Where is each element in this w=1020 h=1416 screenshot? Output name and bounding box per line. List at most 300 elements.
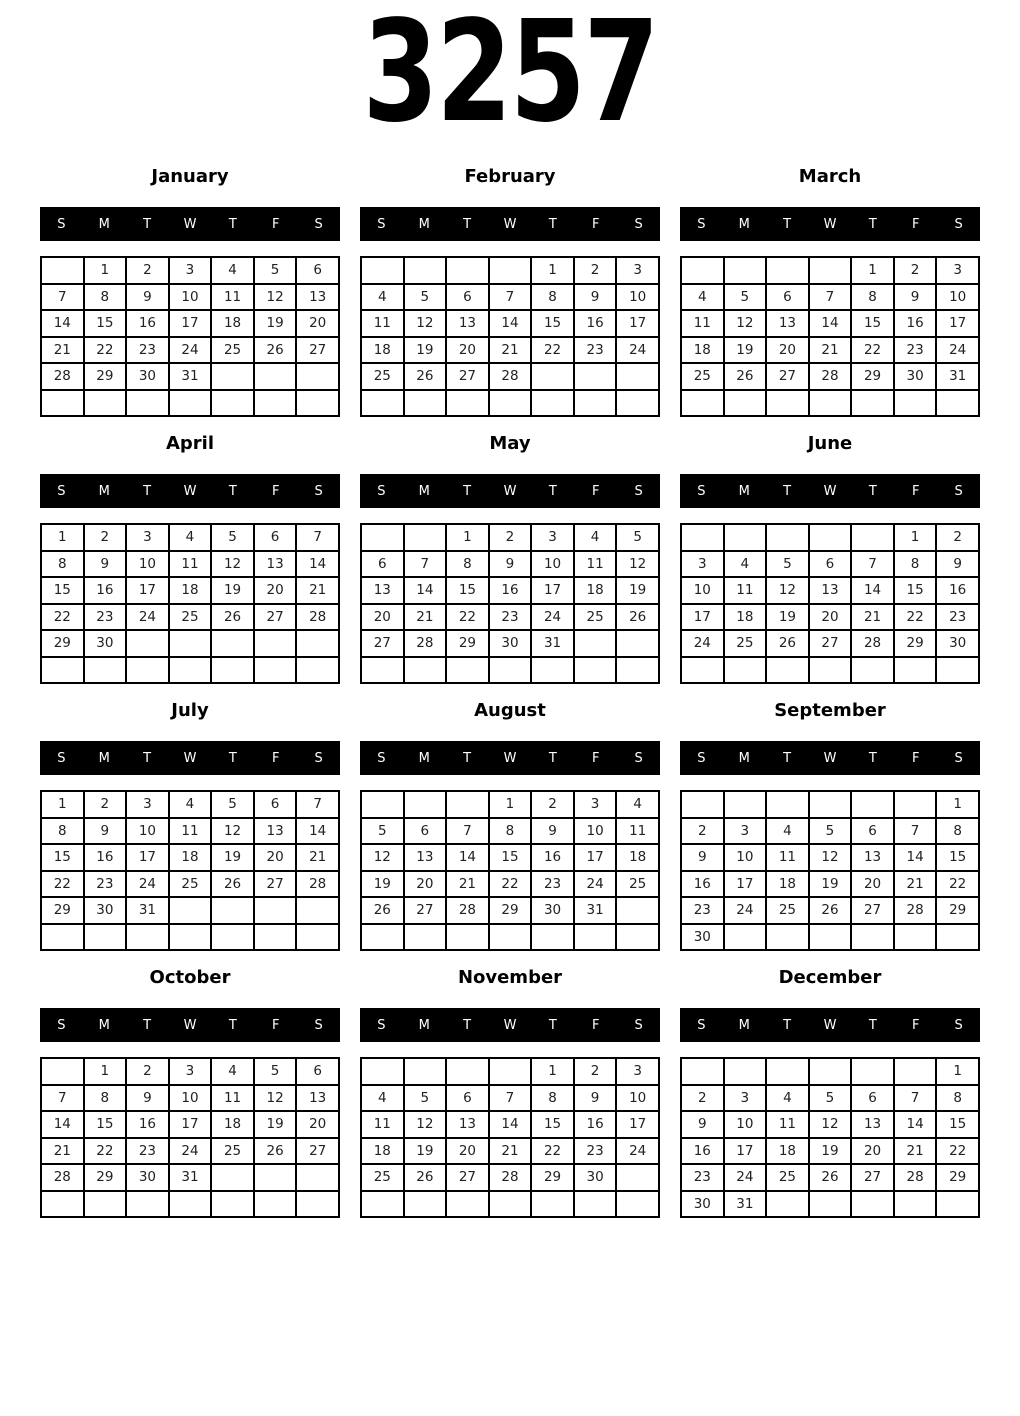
week-row — [41, 924, 339, 951]
day-cell: 20 — [254, 844, 297, 871]
month-october — [40, 965, 340, 1218]
day-cell: 21 — [894, 871, 937, 898]
weekday-label: S — [954, 750, 963, 766]
weekday-header — [40, 207, 340, 241]
month-title: October — [149, 967, 231, 988]
weekday-label: M — [98, 483, 110, 499]
month-july — [40, 698, 340, 951]
weekday-label: T — [463, 750, 472, 766]
day-cell-empty — [616, 363, 659, 390]
month-grid — [360, 523, 660, 684]
weekday-label: S — [954, 1017, 963, 1033]
day-cell: 9 — [894, 284, 937, 311]
day-cell: 29 — [41, 630, 84, 657]
day-cell-empty — [169, 657, 212, 684]
day-cell-empty — [404, 791, 447, 818]
day-cell-empty — [894, 657, 937, 684]
weekday-label: W — [503, 216, 517, 232]
day-cell: 9 — [936, 551, 979, 578]
day-cell-empty — [169, 630, 212, 657]
day-cell: 17 — [126, 577, 169, 604]
week-row — [681, 363, 979, 390]
day-cell: 11 — [724, 577, 767, 604]
day-cell: 23 — [681, 1164, 724, 1191]
day-cell-empty — [254, 657, 297, 684]
day-cell: 19 — [404, 1138, 447, 1165]
weekday-header — [40, 1008, 340, 1042]
weekday-label: T — [868, 1017, 877, 1033]
day-cell-empty — [894, 924, 937, 951]
weekday-label: S — [57, 750, 66, 766]
day-cell: 22 — [936, 871, 979, 898]
day-cell-empty — [809, 257, 852, 284]
day-cell: 20 — [851, 1138, 894, 1165]
month-title: July — [171, 700, 209, 721]
day-cell: 2 — [489, 524, 532, 551]
week-row — [681, 630, 979, 657]
weekday-label: W — [823, 483, 837, 499]
day-cell: 30 — [531, 897, 574, 924]
day-cell: 3 — [936, 257, 979, 284]
month-title: November — [457, 967, 563, 988]
day-cell: 25 — [766, 897, 809, 924]
day-cell: 21 — [296, 577, 339, 604]
day-cell: 12 — [724, 310, 767, 337]
weekday-label: S — [634, 750, 643, 766]
day-cell: 28 — [41, 1164, 84, 1191]
week-row — [361, 844, 659, 871]
day-cell: 2 — [531, 791, 574, 818]
day-cell: 10 — [616, 1085, 659, 1112]
weekday-label: F — [591, 750, 600, 766]
day-cell: 30 — [489, 630, 532, 657]
weekday-header — [680, 474, 980, 508]
weekday-label: S — [314, 483, 323, 499]
day-cell: 26 — [404, 363, 447, 390]
week-row — [681, 524, 979, 551]
day-cell: 26 — [211, 604, 254, 631]
day-cell: 15 — [41, 577, 84, 604]
day-cell: 7 — [296, 524, 339, 551]
week-row — [41, 363, 339, 390]
day-cell-empty — [211, 1164, 254, 1191]
day-cell: 24 — [126, 604, 169, 631]
day-cell: 8 — [84, 1085, 127, 1112]
day-cell: 27 — [404, 897, 447, 924]
day-cell: 20 — [254, 577, 297, 604]
day-cell: 5 — [211, 791, 254, 818]
day-cell: 16 — [126, 310, 169, 337]
day-cell-empty — [809, 524, 852, 551]
day-cell-empty — [296, 363, 339, 390]
day-cell-empty — [766, 657, 809, 684]
day-cell-empty — [851, 1191, 894, 1218]
week-row — [681, 897, 979, 924]
day-cell: 6 — [254, 524, 297, 551]
week-row — [361, 897, 659, 924]
day-cell-empty — [851, 657, 894, 684]
day-cell: 4 — [766, 818, 809, 845]
week-row — [361, 791, 659, 818]
day-cell: 1 — [894, 524, 937, 551]
week-row — [41, 1191, 339, 1218]
week-row — [681, 310, 979, 337]
weekday-label: T — [463, 483, 472, 499]
week-row — [41, 1058, 339, 1085]
day-cell-empty — [851, 791, 894, 818]
day-cell-empty — [681, 390, 724, 417]
day-cell-empty — [681, 257, 724, 284]
year-title-wrap — [0, 0, 1020, 154]
day-cell-empty — [126, 924, 169, 951]
day-cell: 26 — [404, 1164, 447, 1191]
day-cell-empty — [169, 924, 212, 951]
day-cell: 15 — [851, 310, 894, 337]
day-cell-empty — [254, 390, 297, 417]
day-cell: 6 — [766, 284, 809, 311]
week-row — [41, 310, 339, 337]
day-cell-empty — [766, 1058, 809, 1085]
day-cell: 29 — [851, 363, 894, 390]
weekday-label: T — [463, 1017, 472, 1033]
day-cell-empty — [766, 1191, 809, 1218]
day-cell: 2 — [936, 524, 979, 551]
day-cell: 19 — [361, 871, 404, 898]
day-cell: 9 — [126, 284, 169, 311]
week-row — [361, 1191, 659, 1218]
day-cell: 21 — [894, 1138, 937, 1165]
day-cell: 9 — [574, 1085, 617, 1112]
day-cell: 15 — [446, 577, 489, 604]
weekday-label: M — [418, 750, 430, 766]
month-title: January — [151, 166, 229, 187]
day-cell-empty — [894, 1058, 937, 1085]
day-cell-empty — [169, 897, 212, 924]
day-cell-empty — [361, 257, 404, 284]
week-row — [361, 524, 659, 551]
weekday-label: M — [418, 1017, 430, 1033]
day-cell-empty — [616, 630, 659, 657]
day-cell: 17 — [724, 871, 767, 898]
months-grid — [40, 164, 980, 1218]
day-cell: 22 — [84, 337, 127, 364]
week-row — [41, 1164, 339, 1191]
day-cell: 2 — [681, 1085, 724, 1112]
day-cell: 1 — [489, 791, 532, 818]
day-cell-empty — [211, 1191, 254, 1218]
day-cell-empty — [361, 1058, 404, 1085]
weekday-label: T — [783, 216, 792, 232]
day-cell: 12 — [766, 577, 809, 604]
day-cell: 25 — [211, 337, 254, 364]
day-cell-empty — [936, 657, 979, 684]
weekday-label: T — [143, 483, 152, 499]
day-cell: 25 — [574, 604, 617, 631]
day-cell: 16 — [489, 577, 532, 604]
day-cell: 21 — [851, 604, 894, 631]
day-cell: 28 — [446, 897, 489, 924]
day-cell: 15 — [84, 310, 127, 337]
day-cell-empty — [211, 363, 254, 390]
day-cell-empty — [851, 390, 894, 417]
week-row — [681, 924, 979, 951]
week-row — [681, 1191, 979, 1218]
day-cell: 1 — [41, 791, 84, 818]
day-cell: 4 — [574, 524, 617, 551]
day-cell: 18 — [361, 1138, 404, 1165]
day-cell: 14 — [894, 1111, 937, 1138]
day-cell-empty — [531, 390, 574, 417]
week-row — [41, 284, 339, 311]
weekday-label: F — [911, 750, 920, 766]
weekday-label: F — [271, 483, 280, 499]
day-cell-empty — [616, 390, 659, 417]
week-row — [361, 310, 659, 337]
week-row — [361, 257, 659, 284]
day-cell-empty — [41, 390, 84, 417]
day-cell-empty — [84, 924, 127, 951]
day-cell: 23 — [531, 871, 574, 898]
day-cell: 13 — [296, 284, 339, 311]
week-row — [681, 1164, 979, 1191]
day-cell: 27 — [296, 1138, 339, 1165]
day-cell-empty — [41, 1058, 84, 1085]
day-cell-empty — [531, 657, 574, 684]
week-row — [41, 844, 339, 871]
day-cell: 13 — [254, 551, 297, 578]
weekday-label: T — [548, 1017, 557, 1033]
weekday-label: M — [738, 483, 750, 499]
day-cell: 11 — [766, 1111, 809, 1138]
day-cell-empty — [169, 390, 212, 417]
day-cell: 7 — [404, 551, 447, 578]
day-cell-empty — [489, 390, 532, 417]
day-cell-empty — [724, 390, 767, 417]
day-cell: 9 — [84, 551, 127, 578]
day-cell-empty — [766, 791, 809, 818]
day-cell-empty — [574, 924, 617, 951]
day-cell-empty — [446, 791, 489, 818]
day-cell: 13 — [851, 844, 894, 871]
day-cell: 28 — [489, 1164, 532, 1191]
day-cell-empty — [361, 524, 404, 551]
day-cell: 12 — [404, 1111, 447, 1138]
weekday-label: T — [143, 750, 152, 766]
day-cell: 4 — [681, 284, 724, 311]
day-cell: 8 — [41, 818, 84, 845]
day-cell: 29 — [531, 1164, 574, 1191]
weekday-label: S — [697, 483, 706, 499]
day-cell: 26 — [616, 604, 659, 631]
weekday-header — [360, 474, 660, 508]
day-cell: 4 — [211, 257, 254, 284]
week-row — [361, 818, 659, 845]
day-cell: 9 — [681, 844, 724, 871]
weekday-label: F — [271, 1017, 280, 1033]
day-cell: 6 — [254, 791, 297, 818]
day-cell: 10 — [126, 551, 169, 578]
day-cell-empty — [169, 1191, 212, 1218]
weekday-label: S — [697, 216, 706, 232]
day-cell-empty — [489, 257, 532, 284]
day-cell: 11 — [361, 1111, 404, 1138]
day-cell: 18 — [681, 337, 724, 364]
day-cell: 31 — [531, 630, 574, 657]
day-cell: 29 — [84, 363, 127, 390]
month-grid — [40, 256, 340, 417]
month-title: April — [165, 433, 215, 454]
day-cell-empty — [894, 791, 937, 818]
day-cell-empty — [809, 924, 852, 951]
day-cell: 28 — [894, 897, 937, 924]
day-cell: 23 — [126, 337, 169, 364]
day-cell: 22 — [531, 1138, 574, 1165]
month-february — [360, 164, 660, 417]
day-cell: 22 — [851, 337, 894, 364]
day-cell: 17 — [126, 844, 169, 871]
day-cell: 24 — [531, 604, 574, 631]
day-cell: 7 — [894, 1085, 937, 1112]
week-row — [41, 604, 339, 631]
month-grid — [680, 790, 980, 951]
month-january — [40, 164, 340, 417]
day-cell: 30 — [681, 924, 724, 951]
day-cell-empty — [574, 1191, 617, 1218]
day-cell: 12 — [809, 844, 852, 871]
day-cell: 7 — [446, 818, 489, 845]
day-cell: 30 — [126, 363, 169, 390]
weekday-header — [40, 741, 340, 775]
month-may — [360, 431, 660, 684]
day-cell: 5 — [254, 1058, 297, 1085]
day-cell: 30 — [894, 363, 937, 390]
day-cell: 9 — [531, 818, 574, 845]
day-cell: 10 — [169, 1085, 212, 1112]
day-cell-empty — [616, 897, 659, 924]
weekday-label: S — [634, 216, 643, 232]
month-title: December — [778, 967, 882, 988]
month-title: May — [489, 433, 531, 454]
day-cell: 3 — [681, 551, 724, 578]
day-cell: 13 — [446, 1111, 489, 1138]
day-cell-empty — [296, 897, 339, 924]
day-cell-empty — [724, 657, 767, 684]
day-cell: 1 — [84, 257, 127, 284]
day-cell: 4 — [211, 1058, 254, 1085]
day-cell: 10 — [681, 577, 724, 604]
day-cell: 1 — [851, 257, 894, 284]
day-cell: 3 — [169, 1058, 212, 1085]
weekday-header — [680, 741, 980, 775]
day-cell: 5 — [809, 818, 852, 845]
weekday-label: W — [503, 483, 517, 499]
day-cell: 11 — [574, 551, 617, 578]
day-cell: 23 — [126, 1138, 169, 1165]
week-row — [681, 390, 979, 417]
day-cell: 3 — [724, 1085, 767, 1112]
day-cell: 25 — [766, 1164, 809, 1191]
day-cell: 3 — [169, 257, 212, 284]
day-cell: 30 — [84, 897, 127, 924]
weekday-label: F — [911, 483, 920, 499]
day-cell: 14 — [894, 844, 937, 871]
day-cell-empty — [404, 1191, 447, 1218]
day-cell: 18 — [211, 1111, 254, 1138]
day-cell-empty — [296, 390, 339, 417]
day-cell: 23 — [84, 871, 127, 898]
weekday-label: S — [314, 1017, 323, 1033]
day-cell-empty — [766, 257, 809, 284]
day-cell: 2 — [574, 1058, 617, 1085]
day-cell: 11 — [211, 284, 254, 311]
weekday-label: T — [783, 750, 792, 766]
day-cell-empty — [254, 1164, 297, 1191]
day-cell-empty — [296, 630, 339, 657]
weekday-label: S — [314, 216, 323, 232]
day-cell: 27 — [809, 630, 852, 657]
week-row — [681, 257, 979, 284]
day-cell: 18 — [724, 604, 767, 631]
month-september — [680, 698, 980, 951]
day-cell: 17 — [936, 310, 979, 337]
day-cell: 20 — [296, 310, 339, 337]
day-cell: 10 — [724, 844, 767, 871]
day-cell-empty — [361, 791, 404, 818]
month-grid — [40, 523, 340, 684]
day-cell: 17 — [724, 1138, 767, 1165]
day-cell: 24 — [169, 337, 212, 364]
day-cell: 22 — [489, 871, 532, 898]
day-cell-empty — [531, 924, 574, 951]
weekday-label: S — [57, 483, 66, 499]
day-cell: 11 — [681, 310, 724, 337]
day-cell: 21 — [41, 1138, 84, 1165]
week-row — [681, 1058, 979, 1085]
day-cell: 6 — [809, 551, 852, 578]
day-cell: 19 — [211, 577, 254, 604]
weekday-label: S — [634, 1017, 643, 1033]
day-cell: 25 — [681, 363, 724, 390]
day-cell: 7 — [489, 284, 532, 311]
month-grid — [680, 1057, 980, 1218]
day-cell: 16 — [681, 1138, 724, 1165]
day-cell: 31 — [169, 363, 212, 390]
day-cell-empty — [574, 630, 617, 657]
week-row — [41, 577, 339, 604]
day-cell: 5 — [404, 284, 447, 311]
weekday-header — [680, 1008, 980, 1042]
day-cell: 3 — [616, 257, 659, 284]
weekday-label: F — [271, 216, 280, 232]
day-cell: 22 — [41, 871, 84, 898]
week-row — [361, 337, 659, 364]
day-cell: 19 — [809, 871, 852, 898]
month-march — [680, 164, 980, 417]
day-cell-empty — [84, 657, 127, 684]
day-cell: 15 — [936, 844, 979, 871]
day-cell: 24 — [936, 337, 979, 364]
day-cell: 10 — [169, 284, 212, 311]
weekday-label: T — [228, 750, 237, 766]
week-row — [681, 551, 979, 578]
day-cell: 1 — [531, 257, 574, 284]
day-cell: 15 — [531, 310, 574, 337]
weekday-label: M — [418, 216, 430, 232]
week-row — [361, 577, 659, 604]
day-cell: 13 — [404, 844, 447, 871]
day-cell: 23 — [574, 337, 617, 364]
weekday-label: W — [503, 750, 517, 766]
